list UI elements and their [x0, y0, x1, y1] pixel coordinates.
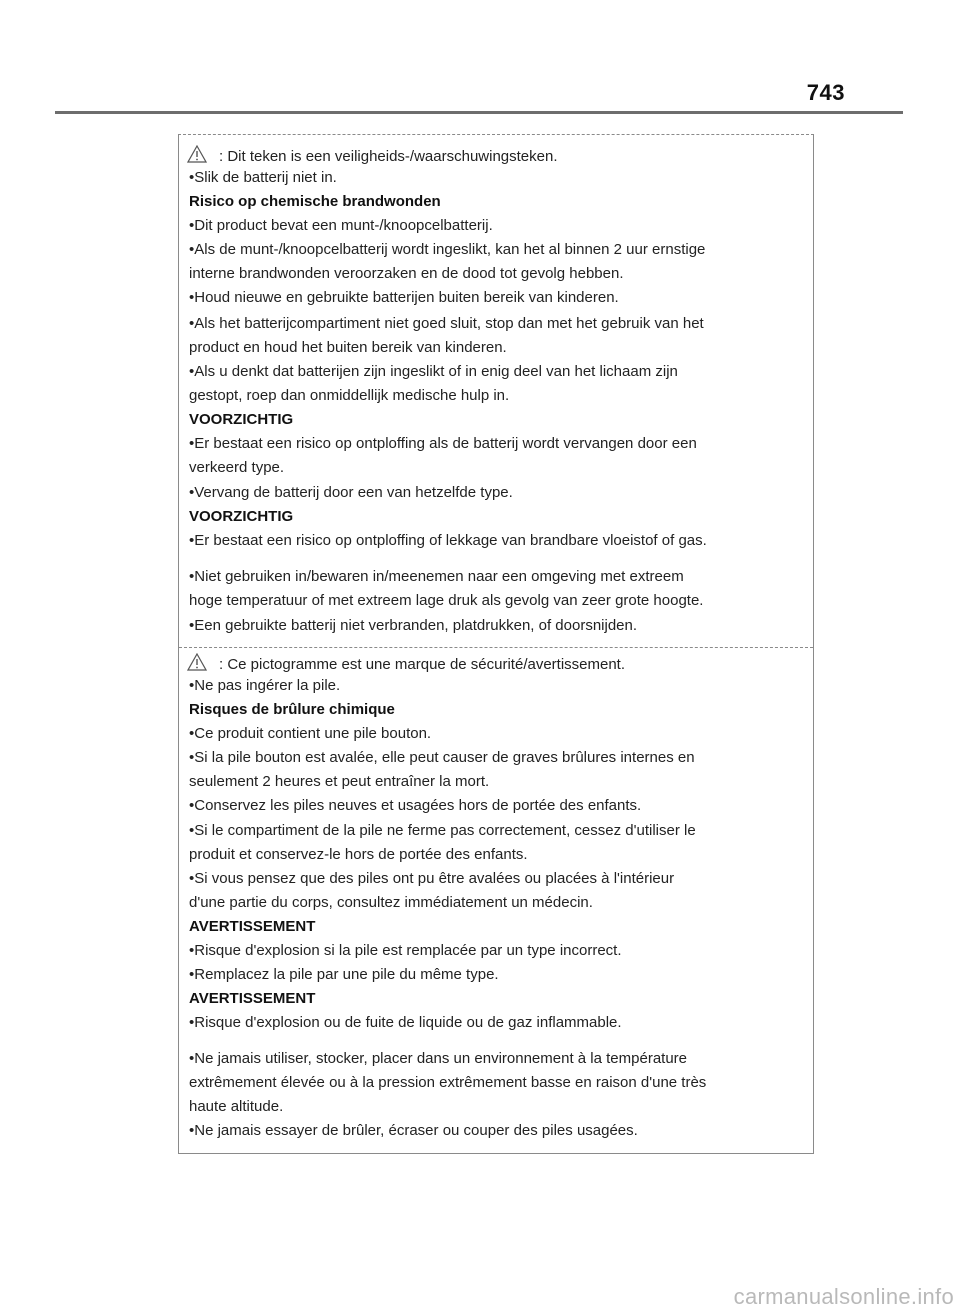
- nl-line: verkeerd type.: [189, 459, 285, 476]
- nl-line: •Als het batterijcompartiment niet goed sluit, stop dan met het gebruik van het: [189, 315, 704, 332]
- fr-line: •Ne jamais essayer de brûler, écraser ou couper des piles usagées.: [189, 1122, 638, 1139]
- nl-line: •Als de munt-/knoopcelbatterij wordt ingeslikt, kan het al binnen 2 uur ernstige: [189, 241, 706, 258]
- nl-heading: Risico op chemische brandwonden: [189, 193, 441, 210]
- fr-heading: AVERTISSEMENT: [189, 918, 316, 935]
- nl-line: •Als u denkt dat batterijen zijn ingeslikt of in enig deel van het lichaam zijn: [189, 363, 678, 380]
- nl-heading: VOORZICHTIG: [189, 411, 294, 428]
- fr-warning-text: : Ce pictogramme est une marque de sécurité/avertissement.: [219, 656, 626, 673]
- fr-line: extrêmement élevée ou à la pression extrêmement basse en raison d'une très: [189, 1074, 707, 1091]
- fr-line: •Ne jamais utiliser, stocker, placer dans un environnement à la température: [189, 1050, 688, 1067]
- warning-triangle-icon: [187, 145, 207, 168]
- fr-heading: AVERTISSEMENT: [189, 990, 316, 1007]
- nl-line: product en houd het buiten bereik van kinderen.: [189, 339, 507, 356]
- nl-line: gestopt, roep dan onmiddellijk medische hulp in.: [189, 387, 510, 404]
- page-number: 743: [806, 80, 845, 105]
- fr-line: •Remplacez la pile par une pile du même type.: [189, 966, 499, 983]
- nl-warning-line: [187, 145, 558, 168]
- fr-line: haute altitude.: [189, 1098, 284, 1115]
- nl-line: •Slik de batterij niet in.: [189, 169, 337, 186]
- nl-line: •Houd nieuwe en gebruikte batterijen buiten bereik van kinderen.: [189, 289, 619, 306]
- nl-line: •Een gebruikte batterij niet verbranden, platdrukken, of doorsnijden.: [189, 617, 638, 634]
- nl-line: •Niet gebruiken in/bewaren in/meenemen naar een omgeving met extreem: [189, 568, 684, 585]
- fr-line: d'une partie du corps, consultez immédiatement un médecin.: [189, 894, 593, 911]
- nl-heading: VOORZICHTIG: [189, 508, 294, 525]
- fr-line: •Ce produit contient une pile bouton.: [189, 725, 432, 742]
- fr-line: produit et conservez-le hors de portée des enfants.: [189, 846, 528, 863]
- watermark: carmanualsonline.info: [733, 1284, 954, 1309]
- fr-line: seulement 2 heures et peut entraîner la mort.: [189, 773, 490, 790]
- fr-heading: Risques de brûlure chimique: [189, 701, 395, 718]
- fr-line: •Risque d'explosion ou de fuite de liquide ou de gaz inflammable.: [189, 1014, 622, 1031]
- header-rule: [55, 111, 903, 114]
- fr-line: •Si la pile bouton est avalée, elle peut causer de graves brûlures internes en: [189, 749, 695, 766]
- nl-line: •Er bestaat een risico op ontploffing of lekkage van brandbare vloeistof of gas.: [189, 532, 707, 549]
- fr-line: •Si le compartiment de la pile ne ferme pas correctement, cessez d'utiliser le: [189, 822, 696, 839]
- fr-line: •Si vous pensez que des piles ont pu être avalées ou placées à l'intérieur: [189, 870, 675, 887]
- french-section: [179, 647, 813, 1139]
- nl-line: •Er bestaat een risico op ontploffing als de batterij wordt vervangen door een: [189, 435, 697, 452]
- nl-warning-text: : Dit teken is een veiligheids-/waarschuwingsteken.: [219, 148, 558, 165]
- nl-line: •Vervang de batterij door een van hetzelfde type.: [189, 484, 513, 501]
- warning-triangle-icon: [187, 653, 207, 676]
- nl-line: •Dit product bevat een munt-/knoopcelbatterij.: [189, 217, 493, 234]
- nl-line: interne brandwonden veroorzaken en de dood tot gevolg hebben.: [189, 265, 624, 282]
- nl-line: hoge temperatuur of met extreem lage druk als gevolg van zeer grote hoogte.: [189, 592, 704, 609]
- fr-line: •Ne pas ingérer la pile.: [189, 677, 341, 694]
- battery-warning-box: [178, 134, 814, 1154]
- fr-warning-line: [187, 653, 625, 676]
- fr-line: •Conservez les piles neuves et usagées hors de portée des enfants.: [189, 797, 642, 814]
- fr-line: •Risque d'explosion si la pile est remplacée par un type incorrect.: [189, 942, 622, 959]
